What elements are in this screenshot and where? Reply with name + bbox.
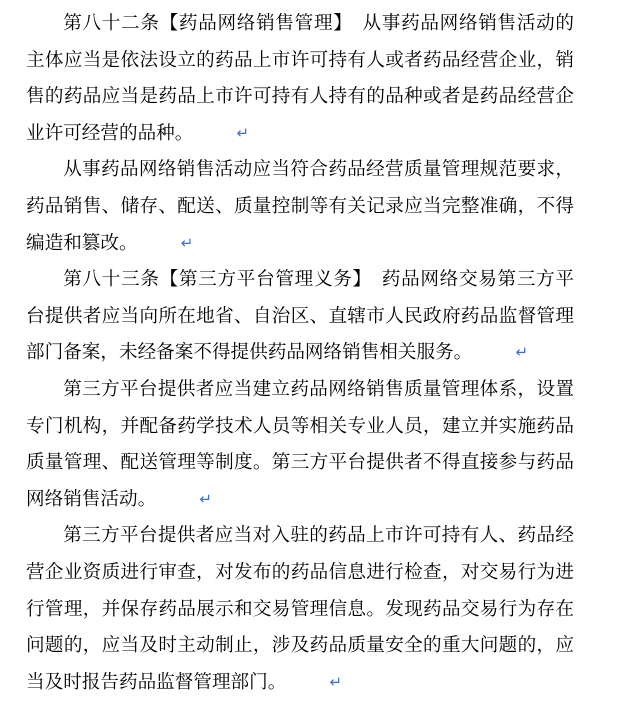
paragraph-text: 第八十三条【第三方平台管理义务】 药品网络交易第三方平台提供者应当向所在地省、自治区、直辖市人民政府药品监督管理部门备案，未经备案不得提供药品网络销售相关服务。 <box>26 269 574 364</box>
paragraph-text: 第三方平台提供者应当建立药品网络销售质量管理体系，设置专门机构，并配备药学技术人员等相关专业人员，建立并实施药品质量管理、配送管理等制度。第三方平台提供者不得直接参与药品网络销售活动。 <box>26 378 574 510</box>
paragraph-online-sales-requirements <box>26 152 574 262</box>
paragraph-platform-quality-system <box>26 372 574 518</box>
paragraph-return-icon: ↵ <box>236 123 250 142</box>
paragraph-text: 第三方平台提供者应当对入驻的药品上市许可持有人、药品经营企业资质进行审查，对发布的药品信息进行检查，对交易行为进行管理，并保存药品展示和交易管理信息。发现药品交易行为存在问题的，应当及时主动制止，涉及药品质量安全的重大问题的，应当及时报告药品监督管理部门。 <box>26 525 574 693</box>
paragraph-return-icon: ↵ <box>199 489 212 508</box>
paragraph-return-icon: ↵ <box>180 233 194 252</box>
paragraph-article-83 <box>26 262 574 372</box>
document-body <box>26 6 574 701</box>
paragraph-article-82 <box>26 6 574 152</box>
paragraph-text: 从事药品网络销售活动应当符合药品经营质量管理规范要求，药品销售、储存、配送、质量控制等有关记录应当完整准确，不得编造和篡改。 <box>26 159 574 254</box>
paragraph-return-icon: ↵ <box>329 672 343 691</box>
paragraph-platform-review-duties <box>26 518 574 701</box>
paragraph-text: 第八十二条【药品网络销售管理】 从事药品网络销售活动的主体应当是依法设立的药品上市许可持有人或者药品经营企业，销售的药品应当是药品上市许可持有人持有的品种或者是药品经营企业许可经营的品种。 <box>26 13 574 144</box>
paragraph-return-icon: ↵ <box>515 343 529 362</box>
